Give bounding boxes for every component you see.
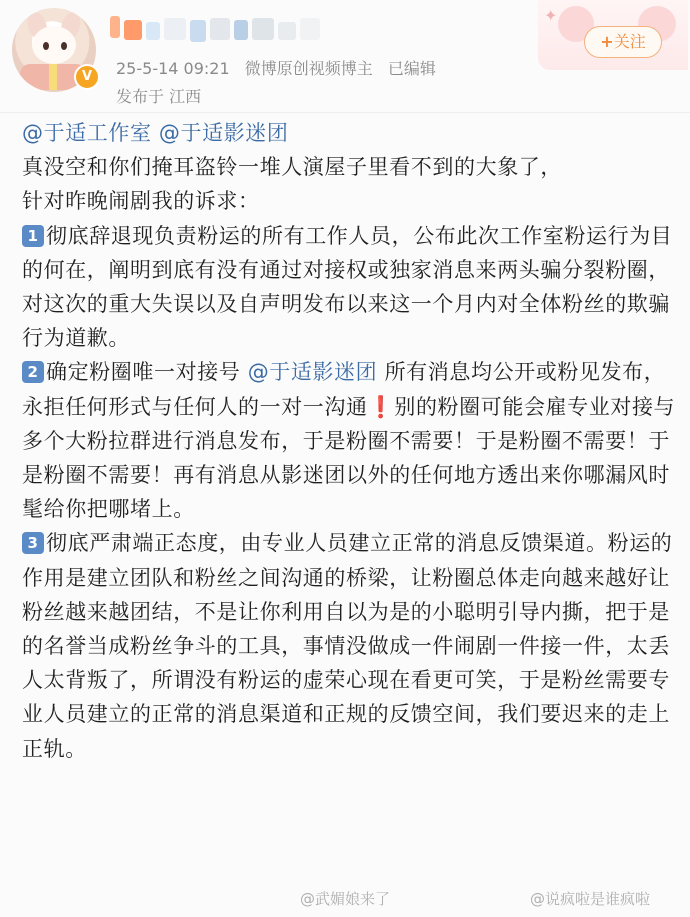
blur-block (278, 22, 296, 40)
blur-block (124, 20, 142, 40)
warning-exclamation-icon: ❗ (367, 394, 395, 419)
mentions-line (22, 116, 682, 150)
demand-text: 彻底严肃端正态度，由专业人员建立正常的消息反馈渠道。粉运的作用是建立团队和粉丝之间沟通的桥梁，让粉圈总体走向越来越好让粉丝越来越团结，不是让你利用自以为是的小聪明引导内撕，把于是的名誉当成粉丝争斗的工具，事情没做成一件闹剧一件接一件，太丢人太背叛了，所谓没有粉运的虚荣心现在看更可笑，于是粉丝需要专业人员建立的正常的消息渠道和正规的反馈空间，我们要迟来的走上正轨。 (22, 531, 673, 761)
demand-item-3 (22, 526, 682, 765)
blur-block (110, 16, 120, 38)
blur-block (234, 20, 248, 40)
plus-icon: + (600, 32, 614, 51)
demand-text: 彻底辞退现负责粉运的所有工作人员，公布此次工作室粉运行为目的何在，阐明到底有没有通过对接权或独家消息来两头骗分裂粉圈，对这次的重大失误以及自声明发布以来这一个月内对全体粉丝的欺骗行为道歉。 (22, 223, 673, 351)
demand-text: 所有消息均公开或粉见发布，永拒任何形式与任何人的一对一沟通 (22, 360, 666, 419)
number-3-icon: 3 (22, 532, 44, 554)
blur-block (252, 18, 274, 40)
intro-line: 真没空和你们掩耳盗铃一堆人演屋子里看不到的大象了， (22, 155, 562, 180)
blur-block (190, 20, 206, 42)
number-2-icon: 2 (22, 361, 44, 383)
mention-link[interactable]: @于适影迷团 (247, 360, 378, 385)
username-blurred[interactable] (108, 12, 340, 44)
blur-block (164, 18, 186, 40)
demand-item-1 (22, 219, 682, 356)
post-meta (116, 56, 446, 79)
sparkle-icon: ✦ (544, 6, 558, 25)
blur-block (146, 22, 160, 40)
avatar-eye-left (43, 42, 49, 50)
post-source: 微博原创视频博主 (244, 59, 373, 78)
mention-link[interactable]: @于适影迷团 (158, 121, 289, 145)
blur-block (210, 18, 230, 40)
avatar-face (32, 26, 76, 64)
avatar-eye-right (61, 42, 67, 50)
post-edited[interactable]: 已编辑 (387, 59, 436, 78)
post-body (22, 116, 682, 766)
demand-item-2 (22, 355, 682, 526)
post-header (0, 0, 690, 112)
demand-text: 别的粉圈可能会雇专业对接与多个大粉拉群进行消息发布，于是粉圈不需要！于是粉圈不需要！于是粉圈不需要！再有消息从影迷团以外的任何地方透出来你哪漏风时髦给你把哪堵上。 (22, 394, 676, 522)
demand-text: 确定粉圈唯一对接号 (46, 360, 248, 385)
watermark-left: @武媚娘来了 (300, 890, 391, 908)
post-date: 25-5-14 09:21 (116, 59, 230, 78)
watermark-right: @说疯啦是谁疯啦 (530, 890, 651, 908)
mention-link[interactable]: @于适工作室 (22, 121, 152, 145)
blur-block (300, 18, 320, 40)
follow-button[interactable] (584, 26, 662, 58)
divider (0, 112, 690, 113)
verified-badge-icon: V (74, 64, 100, 90)
follow-label: 关注 (613, 32, 646, 51)
number-1-icon: 1 (22, 225, 44, 247)
intro-line: 针对昨晚闹剧我的诉求： (22, 189, 260, 214)
post-location: 发布于 江西 (116, 87, 202, 106)
